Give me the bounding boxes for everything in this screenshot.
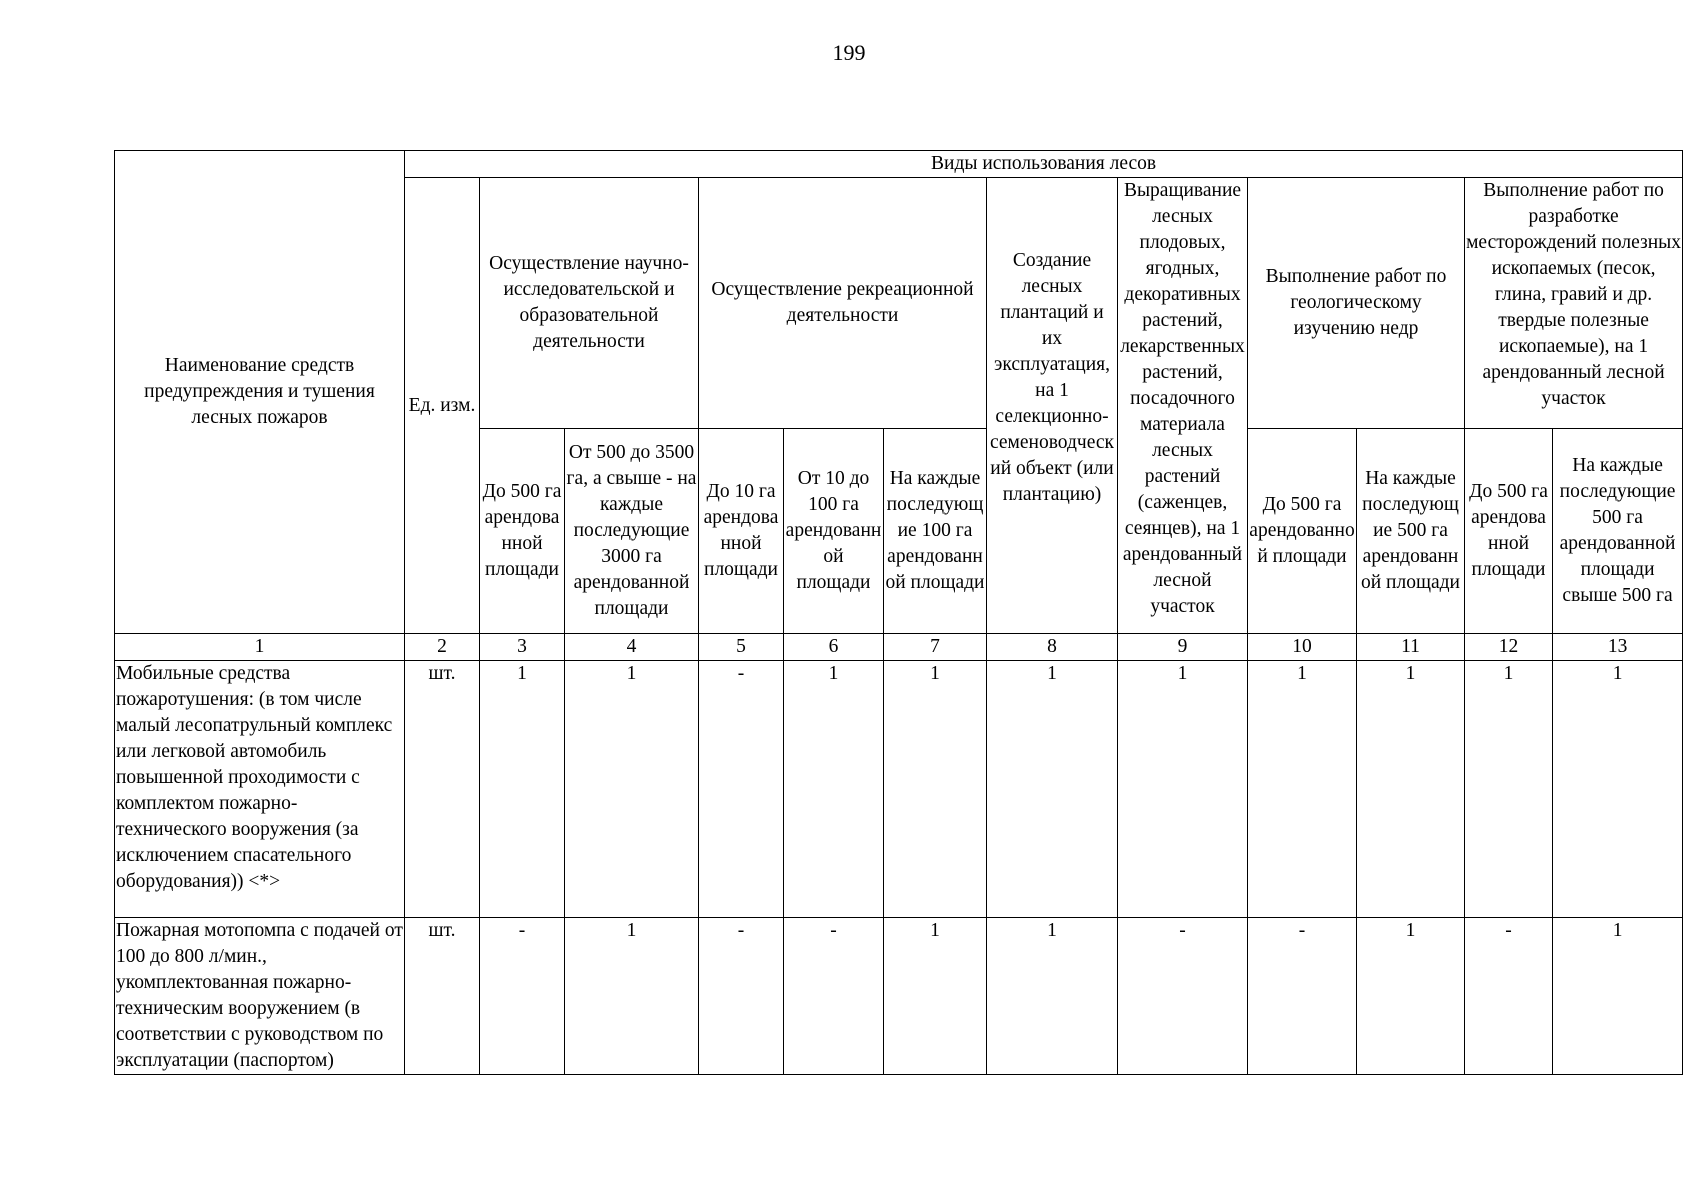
col-number: 1	[115, 634, 405, 661]
row-item-name: Мобильные средства пожаротушения: (в том числе малый лесопатрульный комплекс или легковой автомобиль повышенной проходимости с комплектом пожарно-технического вооружения (за исключением спасательного оборудования)) <*>	[115, 661, 405, 918]
row-value: -	[1248, 918, 1357, 1075]
row-value: -	[784, 918, 884, 1075]
header-col-11: На каждые последующие 500 га арендованной площади	[1357, 429, 1465, 634]
row-value: -	[1118, 918, 1248, 1075]
column-number-row	[115, 634, 1683, 661]
row-value: -	[699, 918, 784, 1075]
page-number: 199	[832, 40, 866, 65]
header-recreation-group: Осуществление рекреационной деятельности	[699, 178, 987, 429]
col-number: 4	[565, 634, 699, 661]
row-value: 1	[565, 661, 699, 918]
col-number: 12	[1465, 634, 1553, 661]
header-plantations: Создание лесных плантаций и их эксплуатация, на 1 селекционно-семеноводческий объект (или плантацию)	[987, 178, 1118, 634]
col-number: 8	[987, 634, 1118, 661]
header-col-6: От 10 до 100 га арендованной площади	[784, 429, 884, 634]
header-research-group: Осуществление научно-исследовательской и образовательной деятельности	[480, 178, 699, 429]
header-forest-use-types: Виды использования лесов	[405, 151, 1683, 178]
header-col-7: На каждые последующие 100 га арендованной площади	[884, 429, 987, 634]
row-item-name: Пожарная мотопомпа с подачей от 100 до 800 л/мин., укомплектованная пожарно-техническим вооружением (в соответствии с руководством по эксплуатации (паспортом)	[115, 918, 405, 1075]
header-col-5: До 10 га арендованной площади	[699, 429, 784, 634]
header-unit: Ед. изм.	[405, 178, 480, 634]
header-col-12: До 500 га арендованной площади	[1465, 429, 1553, 634]
row-value: 1	[987, 918, 1118, 1075]
row-value: 1	[1357, 918, 1465, 1075]
row-value: 1	[884, 661, 987, 918]
col-number: 11	[1357, 634, 1465, 661]
row-value: 1	[1553, 661, 1683, 918]
col-number: 7	[884, 634, 987, 661]
table-row	[115, 661, 1683, 918]
header-name-col: Наименование средств предупреждения и тушения лесных пожаров	[115, 151, 405, 634]
row-unit: шт.	[405, 661, 480, 918]
row-value: 1	[884, 918, 987, 1075]
row-value: 1	[784, 661, 884, 918]
col-number: 3	[480, 634, 565, 661]
col-number: 5	[699, 634, 784, 661]
col-number: 13	[1553, 634, 1683, 661]
header-col-10: До 500 га арендованной площади	[1248, 429, 1357, 634]
row-value: 1	[1248, 661, 1357, 918]
header-col-3: До 500 га арендованной площади	[480, 429, 565, 634]
row-unit: шт.	[405, 918, 480, 1075]
row-value: -	[1465, 918, 1553, 1075]
header-geology-group: Выполнение работ по геологическому изучению недр	[1248, 178, 1465, 429]
row-value: 1	[987, 661, 1118, 918]
row-value: 1	[1118, 661, 1248, 918]
row-value: 1	[1357, 661, 1465, 918]
header-mining-group: Выполнение работ по разработке месторождений полезных ископаемых (песок, глина, гравий и др. твердые полезные ископаемые), на 1 арендованный лесной участок	[1465, 178, 1683, 429]
row-value: 1	[1553, 918, 1683, 1075]
header-cultivation: Выращивание лесных плодовых, ягодных, декоративных растений, лекарственных растений, посадочного материала лесных растений (саженцев, сеянцев), на 1 арендованный лесной участок	[1118, 178, 1248, 634]
row-value: -	[699, 661, 784, 918]
row-value: -	[480, 918, 565, 1075]
col-number: 10	[1248, 634, 1357, 661]
row-value: 1	[565, 918, 699, 1075]
forest-fire-equipment-table	[114, 150, 1683, 1075]
header-col-13: На каждые последующие 500 га арендованной площади свыше 500 га	[1553, 429, 1683, 634]
table-row	[115, 918, 1683, 1075]
col-number: 6	[784, 634, 884, 661]
row-value: 1	[480, 661, 565, 918]
col-number: 2	[405, 634, 480, 661]
col-number: 9	[1118, 634, 1248, 661]
header-col-4: От 500 до 3500 га, а свыше - на каждые последующие 3000 га арендованной площади	[565, 429, 699, 634]
row-value: 1	[1465, 661, 1553, 918]
